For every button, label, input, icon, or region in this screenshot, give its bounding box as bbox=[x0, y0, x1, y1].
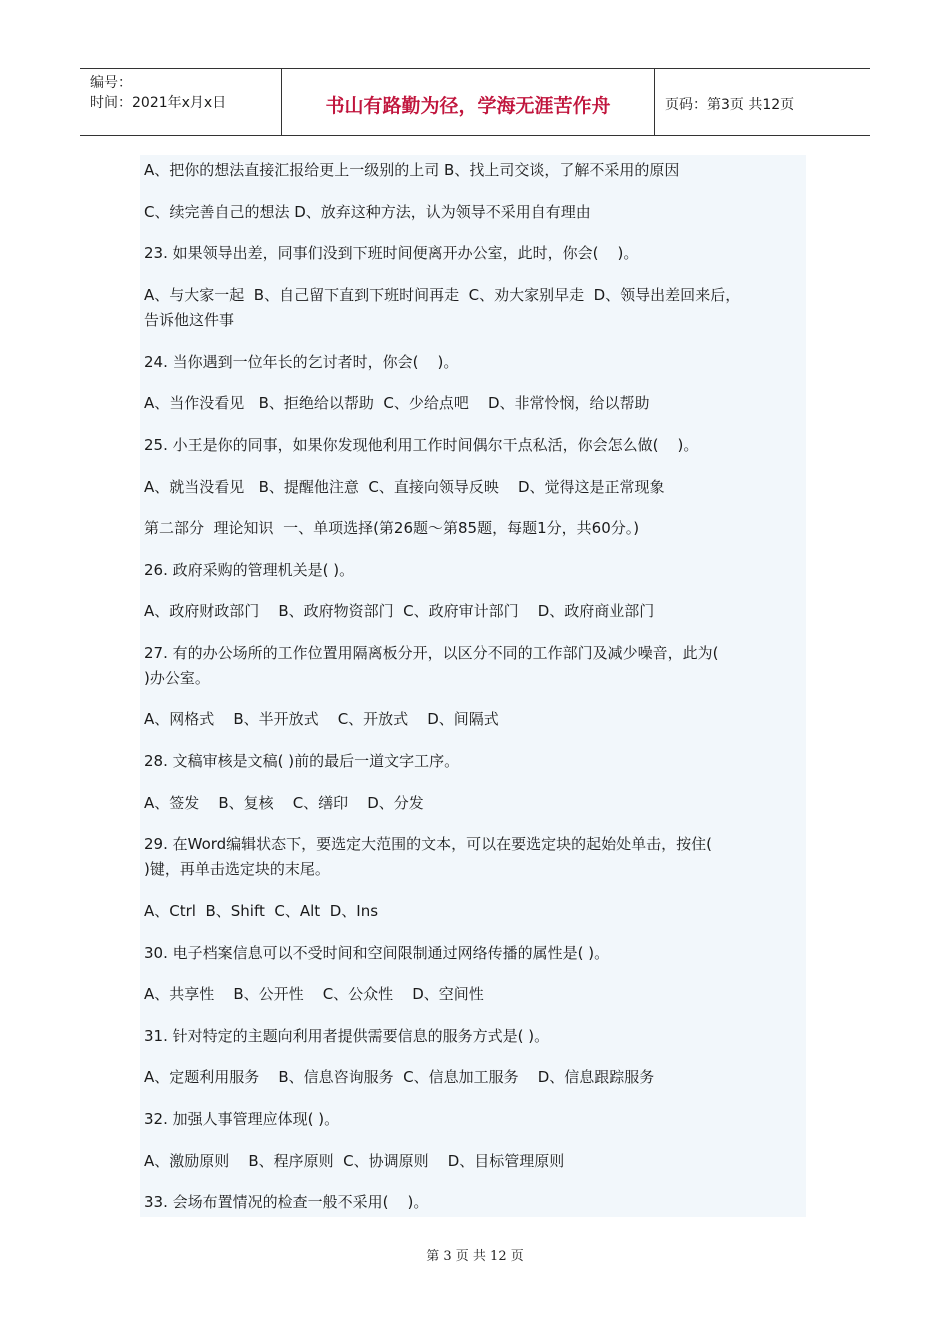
question-24: 24. 当你遇到一位年长的乞讨者时，你会( )。 bbox=[144, 353, 459, 371]
text-line: A、Ctrl B、Shift C、Alt D、Ins bbox=[144, 902, 379, 920]
text-line: A、定题利用服务 B、信息咨询服务 C、信息加工服务 D、信息跟踪服务 bbox=[144, 1068, 655, 1086]
text-line: C、续完善自己的想法 D、放弃这种方法，认为领导不采用自有理由 bbox=[144, 203, 591, 221]
text-line: A、当作没看见 B、拒绝给以帮助 C、少给点吧 D、非常怜悯，给以帮助 bbox=[144, 394, 650, 412]
text-line: A、签发 B、复核 C、缮印 D、分发 bbox=[144, 794, 424, 812]
text-line: A、政府财政部门 B、政府物资部门 C、政府审计部门 D、政府商业部门 bbox=[144, 602, 655, 620]
header-motto: 书山有路勤为径，学海无涯苦作舟 bbox=[282, 69, 655, 135]
text-line: A、共享性 B、公开性 C、公众性 D、空间性 bbox=[144, 985, 484, 1003]
page-footer: 第 3 页 共 12 页 bbox=[426, 1249, 524, 1264]
number-label: 编号： bbox=[90, 75, 132, 91]
text-line: A、把你的想法直接汇报给更上一级别的上司 B、找上司交谈，了解不采用的原因 bbox=[144, 161, 680, 179]
page-header bbox=[80, 68, 870, 136]
question-29: 29. 在Word编辑状态下，要选定大范围的文本，可以在要选定块的起始处单击，按住( )键，再单击选定块的末尾。 bbox=[144, 835, 713, 878]
time-label: 时间：2021年x月x日 bbox=[90, 95, 227, 111]
question-26: 26. 政府采购的管理机关是( )。 bbox=[144, 561, 355, 579]
header-meta bbox=[80, 69, 282, 135]
question-28: 28. 文稿审核是文稿( )前的最后一道文字工序。 bbox=[144, 752, 460, 770]
text-line: A、与大家一起 B、自己留下直到下班时间再走 C、劝大家别早走 D、领导出差回来后， 告诉他这件事 bbox=[144, 286, 741, 329]
text-line: A、激励原则 B、程序原则 C、协调原则 D、目标管理原则 bbox=[144, 1152, 565, 1170]
header-page-info: 页码：第3页 共12页 bbox=[665, 97, 795, 113]
text-line: A、网格式 B、半开放式 C、开放式 D、间隔式 bbox=[144, 710, 499, 728]
section-heading: 第二部分 理论知识 一、单项选择(第26题～第85题，每题1分，共60分。) bbox=[144, 519, 640, 537]
text-line: A、就当没看见 B、提醒他注意 C、直接向领导反映 D、觉得这是正常现象 bbox=[144, 478, 665, 496]
question-27: 27. 有的办公场所的工作位置用隔离板分开，以区分不同的工作部门及减少噪音，此为( )办公室。 bbox=[144, 644, 719, 687]
question-32: 32. 加强人事管理应体现( )。 bbox=[144, 1110, 340, 1128]
question-25: 25. 小王是你的同事，如果你发现他利用工作时间偶尔干点私活，你会怎么做( )。 bbox=[144, 436, 699, 454]
question-33: 33. 会场布置情况的检查一般不采用( )。 bbox=[144, 1193, 429, 1211]
question-23: 23. 如果领导出差，同事们没到下班时间便离开办公室，此时，你会( )。 bbox=[144, 244, 639, 262]
question-31: 31. 针对特定的主题向利用者提供需要信息的服务方式是( )。 bbox=[144, 1027, 550, 1045]
question-30: 30. 电子档案信息可以不受时间和空间限制通过网络传播的属性是( )。 bbox=[144, 944, 610, 962]
document-body bbox=[140, 155, 806, 1217]
